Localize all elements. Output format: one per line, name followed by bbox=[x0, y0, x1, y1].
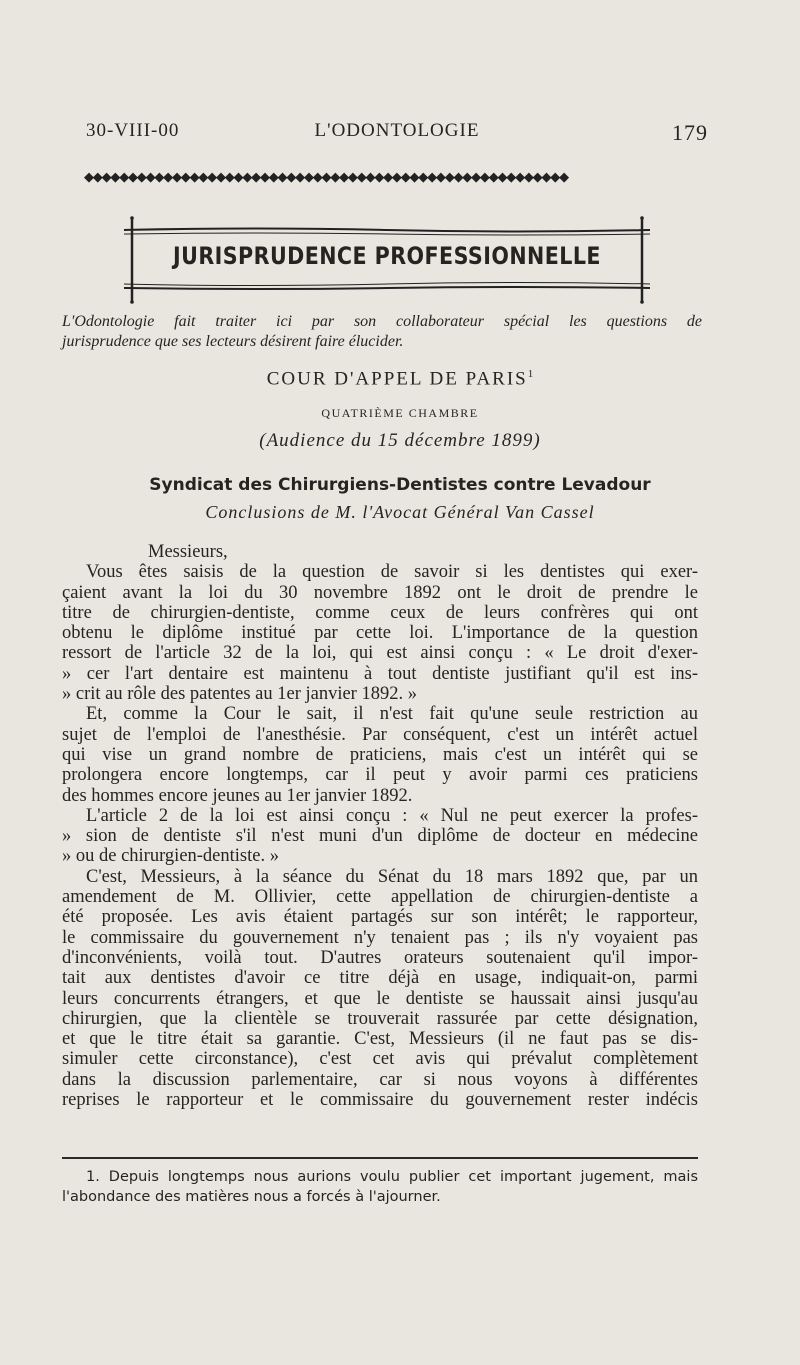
footnote-line: l'abondance des matières nous a forcés à l'ajourner. bbox=[62, 1189, 441, 1205]
body-line: Messieurs, bbox=[148, 542, 228, 562]
court-chamber: QUATRIÈME CHAMBRE bbox=[321, 406, 479, 420]
body-line: et que le titre était sa garantie. C'est, Messieurs (il ne faut pas se dis- bbox=[62, 1029, 698, 1050]
body-line: prolongera encore longtemps, car il peut y avoir parmi ces praticiens bbox=[62, 765, 698, 786]
case-conclusions: Conclusions de M. l'Avocat Général Van Cassel bbox=[205, 502, 595, 522]
footnote bbox=[62, 1167, 698, 1207]
body-line: d'inconvénients, voilà tout. D'autres orateurs soutenaient qu'il impor- bbox=[62, 947, 698, 968]
body-line: » crit au rôle des patentes au 1er janvier 1892. » bbox=[62, 684, 417, 705]
body-line: des hommes encore jeunes au 1er janvier 1892. bbox=[62, 785, 413, 806]
body-line: Et, comme la Cour le sait, il n'est fait qu'une seule restriction au bbox=[86, 704, 698, 725]
body-line: Vous êtes saisis de la question de savoir si les dentistes qui exer- bbox=[86, 562, 698, 583]
body-line: ressort de l'article 32 de la loi, qui est ainsi conçu : « Le droit d'exer- bbox=[62, 643, 698, 664]
body-line: le commissaire du gouvernement n'y tenaient pas ; ils n'y voyaient pas bbox=[62, 927, 698, 948]
section-intro bbox=[62, 312, 702, 352]
intro-line: L'Odontologie fait traiter ici par son collaborateur spécial les questions de bbox=[62, 313, 702, 330]
body-line: C'est, Messieurs, à la séance du Sénat du 18 mars 1892 que, par un bbox=[86, 866, 698, 887]
journal-title: L'ODONTOLOGIE bbox=[314, 120, 480, 141]
court-name-text: COUR D'APPEL DE PARIS bbox=[266, 368, 528, 390]
running-head bbox=[86, 120, 708, 150]
body-line: sujet de l'emploi de l'anesthésie. Par conséquent, c'est un intérêt actuel bbox=[62, 724, 698, 745]
body-line: dans la discussion parlementaire, car si nous voyons à différentes bbox=[62, 1069, 698, 1090]
body-line: chirurgien, que la clientèle se trouverait rassurée par cette désignation, bbox=[62, 1008, 698, 1029]
footnote-ref: 1 bbox=[527, 368, 534, 380]
footnote-rule bbox=[62, 1157, 698, 1159]
page-number: 179 bbox=[672, 120, 708, 145]
body-line: L'article 2 de la loi est ainsi conçu : « Nul ne peut exercer la profes- bbox=[86, 805, 698, 826]
body-line: reprises le rapporteur et le commissaire du gouvernement rester indécis bbox=[62, 1090, 698, 1111]
body-line: » sion de dentiste s'il n'est muni d'un diplôme de docteur en médecine bbox=[62, 826, 698, 847]
body-line: » cer l'art dentaire est maintenu à tout dentiste justifiant qu'il est ins- bbox=[62, 663, 698, 684]
section-banner bbox=[118, 214, 656, 306]
hearing-date: (Audience du 15 décembre 1899) bbox=[259, 430, 541, 451]
issue-date: 30-VIII-00 bbox=[86, 120, 180, 141]
body-line: titre de chirurgien-dentiste, comme ceux de leurs confrères qui ont bbox=[62, 602, 698, 623]
body-line: leurs concurrents étrangers, et que le dentiste se haussait ainsi jusqu'au bbox=[62, 988, 698, 1009]
court-name bbox=[0, 368, 800, 390]
body-line: » ou de chirurgien-dentiste. » bbox=[62, 846, 279, 867]
body-line: çaient avant la loi du 30 novembre 1892 ont le droit de prendre le bbox=[62, 582, 698, 603]
body-line: qui vise un grand nombre de praticiens, mais c'est un intérêt qui se bbox=[62, 744, 698, 765]
diamond-ornament-rule: ◆◆◆◆◆◆◆◆◆◆◆◆◆◆◆◆◆◆◆◆◆◆◆◆◆◆◆◆◆◆◆◆◆◆◆◆◆◆◆◆◆◆◆◆◆◆◆◆◆◆◆◆◆◆◆ bbox=[84, 170, 568, 185]
footnote-line: 1. Depuis longtemps nous aurions voulu publier cet important jugement, mais bbox=[86, 1169, 698, 1185]
intro-line: jurisprudence que ses lecteurs désirent faire élucider. bbox=[62, 333, 404, 350]
body-line: obtenu le diplôme institué par cette loi. L'importance de la question bbox=[62, 623, 698, 644]
case-title: Syndicat des Chirurgiens-Dentistes contre Levadour bbox=[149, 475, 651, 495]
body-line: été proposée. Les avis étaient partagés sur son intérêt; le rapporteur, bbox=[62, 907, 698, 928]
body-text bbox=[62, 542, 698, 1110]
body-line: amendement de M. Ollivier, cette appellation de chirurgien-dentiste a bbox=[62, 887, 698, 908]
body-line: tait aux dentistes d'avoir ce titre déjà en usage, indiquait-on, parmi bbox=[62, 968, 698, 989]
section-title: JURISPRUDENCE PROFESSIONNELLE bbox=[173, 242, 601, 270]
body-line: simuler cette circonstance), c'est cet avis qui prévalut complètement bbox=[62, 1049, 698, 1070]
